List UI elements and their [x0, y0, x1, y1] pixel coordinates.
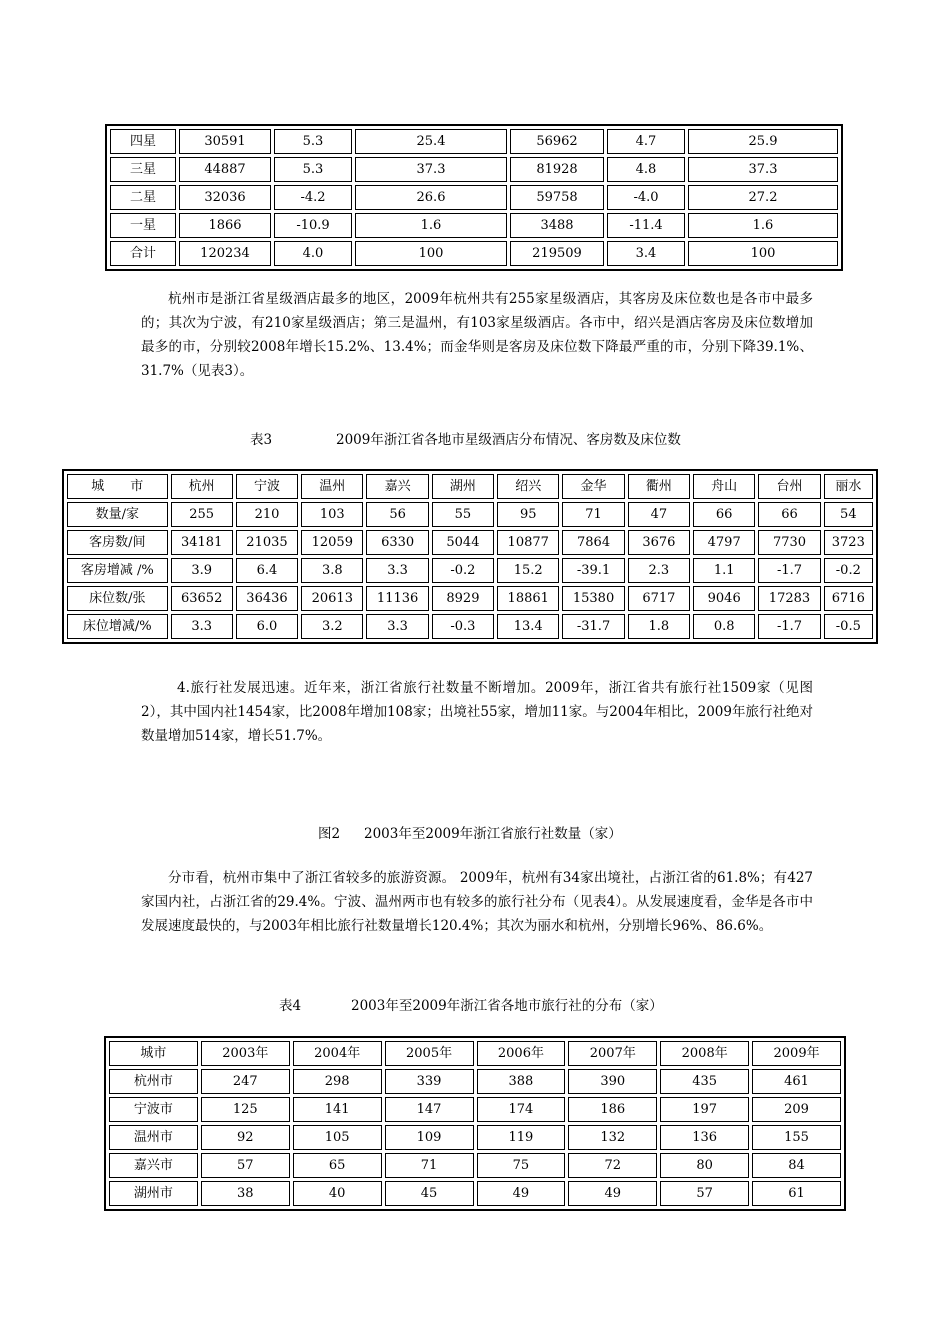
row-label-cell: 床位增减/% [67, 614, 168, 639]
table-cell: 嘉兴 [366, 474, 428, 499]
table-cell: -11.4 [607, 213, 685, 238]
table-cell: 30591 [179, 129, 271, 154]
table-cell: 72 [568, 1153, 657, 1178]
table-cell: 80 [660, 1153, 749, 1178]
paragraph-travel-agencies: 4.旅行社发展迅速。近年来，浙江省旅行社数量不断增加。2009年，浙江省共有旅行社1509家（见图2），其中国内社1454家，比2008年增加108家；出境社55家，增加11家。与2004年相比，2009年旅行社绝对数量增加514家，增长51.7%。 [141, 680, 813, 744]
row-label-cell: 床位数/张 [67, 586, 168, 611]
star-hotel-table [105, 124, 843, 271]
table-row [110, 241, 838, 266]
table-cell: 15380 [562, 586, 624, 611]
table-cell: 37.3 [688, 157, 838, 182]
table-cell: 2009年 [752, 1041, 841, 1066]
table-row [67, 614, 873, 639]
table-cell: 47 [628, 502, 690, 527]
table-cell: 3.4 [607, 241, 685, 266]
table-cell: 7730 [758, 530, 820, 555]
table-cell: 3.3 [366, 558, 428, 583]
table-cell: -4.0 [607, 185, 685, 210]
table-cell: 100 [355, 241, 507, 266]
row-label-cell: 合计 [110, 241, 176, 266]
paragraph-hangzhou-hotels: 杭州市是浙江省星级酒店最多的地区，2009年杭州共有255家星级酒店，其客房及床位数也是各市中最多的；其次为宁波，有210家星级酒店；第三是温州，有103家星级酒店。各市中，绍兴是酒店客房及床位数增加最多的市，分别较2008年增长15.2%、13.4%；而金华则是客房及床位数下降最严重的市，分别下降39.1%、31.7%（见表3）。 [141, 291, 813, 379]
table-cell: 209 [752, 1097, 841, 1122]
table-cell: 13.4 [497, 614, 559, 639]
table-cell: 56 [366, 502, 428, 527]
table-cell: 9046 [693, 586, 755, 611]
table-cell: 55 [432, 502, 494, 527]
table-cell: 5.3 [274, 129, 352, 154]
table-cell: 95 [497, 502, 559, 527]
table-cell: 4.0 [274, 241, 352, 266]
table-cell: 2007年 [568, 1041, 657, 1066]
star-hotel-table-body [110, 129, 838, 266]
table-cell: 103 [301, 502, 363, 527]
table-row [110, 213, 838, 238]
table-cell: 温州 [301, 474, 363, 499]
table-cell: 2004年 [293, 1041, 382, 1066]
table-cell: 298 [293, 1069, 382, 1094]
table-row [110, 157, 838, 182]
table-cell: 461 [752, 1069, 841, 1094]
table-cell: 81928 [510, 157, 604, 182]
table-cell: 71 [562, 502, 624, 527]
table-cell: 435 [660, 1069, 749, 1094]
table-cell: 100 [688, 241, 838, 266]
table-cell: 3676 [628, 530, 690, 555]
table-cell: 8929 [432, 586, 494, 611]
table-cell: 155 [752, 1125, 841, 1150]
table-cell: 125 [201, 1097, 290, 1122]
table-cell: 1.8 [628, 614, 690, 639]
table-cell: 66 [758, 502, 820, 527]
table-cell: 4.8 [607, 157, 685, 182]
table-cell: 49 [568, 1181, 657, 1206]
table-cell: 绍兴 [497, 474, 559, 499]
row-label-cell: 城 市 [67, 474, 168, 499]
row-label-cell: 宁波市 [109, 1097, 198, 1122]
table-row [109, 1069, 841, 1094]
row-label-cell: 客房数/间 [67, 530, 168, 555]
city-hotel-table-body [67, 474, 873, 639]
table-cell: -39.1 [562, 558, 624, 583]
table3-caption [250, 428, 681, 448]
table-cell: 71 [385, 1153, 474, 1178]
table-cell: -4.2 [274, 185, 352, 210]
table-row [67, 530, 873, 555]
figure2-caption-label: 图2 [318, 826, 341, 842]
table-cell: 10877 [497, 530, 559, 555]
table-cell: 舟山 [693, 474, 755, 499]
table-cell: 339 [385, 1069, 474, 1094]
table-cell: 2005年 [385, 1041, 474, 1066]
table-cell: 25.9 [688, 129, 838, 154]
table-cell: 杭州 [171, 474, 233, 499]
table-cell: -1.7 [758, 614, 820, 639]
table-cell: 54 [824, 502, 873, 527]
row-label-cell: 嘉兴市 [109, 1153, 198, 1178]
table-cell: 34181 [171, 530, 233, 555]
table-cell: 132 [568, 1125, 657, 1150]
table-cell: 66 [693, 502, 755, 527]
table-cell: 44887 [179, 157, 271, 182]
table-cell: 174 [477, 1097, 566, 1122]
table4-caption [279, 994, 663, 1014]
table-cell: 109 [385, 1125, 474, 1150]
table-cell: 25.4 [355, 129, 507, 154]
table-cell: 105 [293, 1125, 382, 1150]
table-row [109, 1153, 841, 1178]
table-cell: 7864 [562, 530, 624, 555]
row-label-cell: 数量/家 [67, 502, 168, 527]
table4-caption-label: 表4 [279, 998, 302, 1014]
table-cell: 台州 [758, 474, 820, 499]
table-cell: 衢州 [628, 474, 690, 499]
table4-caption-title: 2003年至2009年浙江省各地市旅行社的分布（家） [351, 998, 663, 1014]
table-cell: 26.6 [355, 185, 507, 210]
table-cell: 湖州 [432, 474, 494, 499]
table-cell: 18861 [497, 586, 559, 611]
table-cell: 63652 [171, 586, 233, 611]
table-row [67, 502, 873, 527]
table-cell: 6717 [628, 586, 690, 611]
table-cell: 17283 [758, 586, 820, 611]
table-cell: -0.2 [824, 558, 873, 583]
row-label-cell: 四星 [110, 129, 176, 154]
table-cell: 27.2 [688, 185, 838, 210]
table-row [110, 185, 838, 210]
table-cell: 金华 [562, 474, 624, 499]
table-cell: 6.0 [236, 614, 298, 639]
table-cell: 247 [201, 1069, 290, 1094]
table-cell: 49 [477, 1181, 566, 1206]
table-cell: 1.1 [693, 558, 755, 583]
table-cell: 5.3 [274, 157, 352, 182]
table-cell: 186 [568, 1097, 657, 1122]
table-cell: 0.8 [693, 614, 755, 639]
table-cell: 4.7 [607, 129, 685, 154]
table-cell: 210 [236, 502, 298, 527]
table-cell: 219509 [510, 241, 604, 266]
table-cell: 3.9 [171, 558, 233, 583]
table-cell: 2003年 [201, 1041, 290, 1066]
table-cell: 84 [752, 1153, 841, 1178]
table-row [109, 1125, 841, 1150]
table-cell: 36436 [236, 586, 298, 611]
city-agency-table-body [109, 1041, 841, 1206]
table-cell: 119 [477, 1125, 566, 1150]
table-cell: 65 [293, 1153, 382, 1178]
table-cell: -0.3 [432, 614, 494, 639]
figure2-caption-title: 2003年至2009年浙江省旅行社数量（家） [364, 826, 622, 842]
table-cell: 45 [385, 1181, 474, 1206]
row-label-cell: 湖州市 [109, 1181, 198, 1206]
table-cell: -1.7 [758, 558, 820, 583]
table-cell: 136 [660, 1125, 749, 1150]
table-cell: 5044 [432, 530, 494, 555]
table-cell: 3.8 [301, 558, 363, 583]
table-cell: 15.2 [497, 558, 559, 583]
row-label-cell: 杭州市 [109, 1069, 198, 1094]
table-cell: 147 [385, 1097, 474, 1122]
table-cell: 57 [660, 1181, 749, 1206]
city-agency-table [104, 1036, 846, 1211]
row-label-cell: 城市 [109, 1041, 198, 1066]
row-label-cell: 三星 [110, 157, 176, 182]
table-cell: 255 [171, 502, 233, 527]
table-cell: 6.4 [236, 558, 298, 583]
table-row [110, 129, 838, 154]
table-cell: 1866 [179, 213, 271, 238]
table-row [109, 1097, 841, 1122]
table-cell: -0.5 [824, 614, 873, 639]
table-cell: 丽水 [824, 474, 873, 499]
table-cell: -10.9 [274, 213, 352, 238]
table-cell: 59758 [510, 185, 604, 210]
table-cell: 388 [477, 1069, 566, 1094]
table-row [109, 1041, 841, 1066]
table-cell: 120234 [179, 241, 271, 266]
row-label-cell: 客房增减 /% [67, 558, 168, 583]
table-cell: 3.3 [171, 614, 233, 639]
paragraph-city-agencies: 分市看，杭州市集中了浙江省较多的旅游资源。 2009年，杭州有34家出境社，占浙江省的61.8%；有427家国内社，占浙江省的29.4%。宁波、温州两市也有较多的旅行社分布（见表4）。从发展速度看，金华是各市中发展速度最快的，与2003年相比旅行社数量增长120.4%；其次为丽水和杭州，分别增长96%、86.6%。 [141, 870, 813, 934]
table-cell: 4797 [693, 530, 755, 555]
table-cell: 宁波 [236, 474, 298, 499]
table-cell: 37.3 [355, 157, 507, 182]
table-cell: 2008年 [660, 1041, 749, 1066]
table-cell: 75 [477, 1153, 566, 1178]
table-cell: 11136 [366, 586, 428, 611]
table-cell: 3.3 [366, 614, 428, 639]
table-row [109, 1181, 841, 1206]
table-cell: 1.6 [355, 213, 507, 238]
figure2-caption [318, 822, 622, 842]
table-cell: 40 [293, 1181, 382, 1206]
table-cell: -31.7 [562, 614, 624, 639]
table-cell: 3.2 [301, 614, 363, 639]
table-cell: 3488 [510, 213, 604, 238]
table-cell: 390 [568, 1069, 657, 1094]
table-cell: 197 [660, 1097, 749, 1122]
table-cell: 56962 [510, 129, 604, 154]
table-cell: 2.3 [628, 558, 690, 583]
table-cell: 2006年 [477, 1041, 566, 1066]
table-cell: 38 [201, 1181, 290, 1206]
table-cell: 92 [201, 1125, 290, 1150]
table-cell: 6716 [824, 586, 873, 611]
table3-caption-label: 表3 [250, 432, 273, 448]
table-cell: 3723 [824, 530, 873, 555]
table3-caption-title: 2009年浙江省各地市星级酒店分布情况、客房数及床位数 [336, 432, 681, 448]
table-row [67, 558, 873, 583]
table-cell: 57 [201, 1153, 290, 1178]
table-row [67, 586, 873, 611]
table-cell: 21035 [236, 530, 298, 555]
table-cell: 61 [752, 1181, 841, 1206]
table-row [67, 474, 873, 499]
table-cell: 6330 [366, 530, 428, 555]
table-cell: 32036 [179, 185, 271, 210]
table-cell: 1.6 [688, 213, 838, 238]
table-cell: -0.2 [432, 558, 494, 583]
table-cell: 12059 [301, 530, 363, 555]
row-label-cell: 一星 [110, 213, 176, 238]
table-cell: 141 [293, 1097, 382, 1122]
table-cell: 20613 [301, 586, 363, 611]
city-hotel-table [62, 469, 878, 644]
row-label-cell: 二星 [110, 185, 176, 210]
row-label-cell: 温州市 [109, 1125, 198, 1150]
